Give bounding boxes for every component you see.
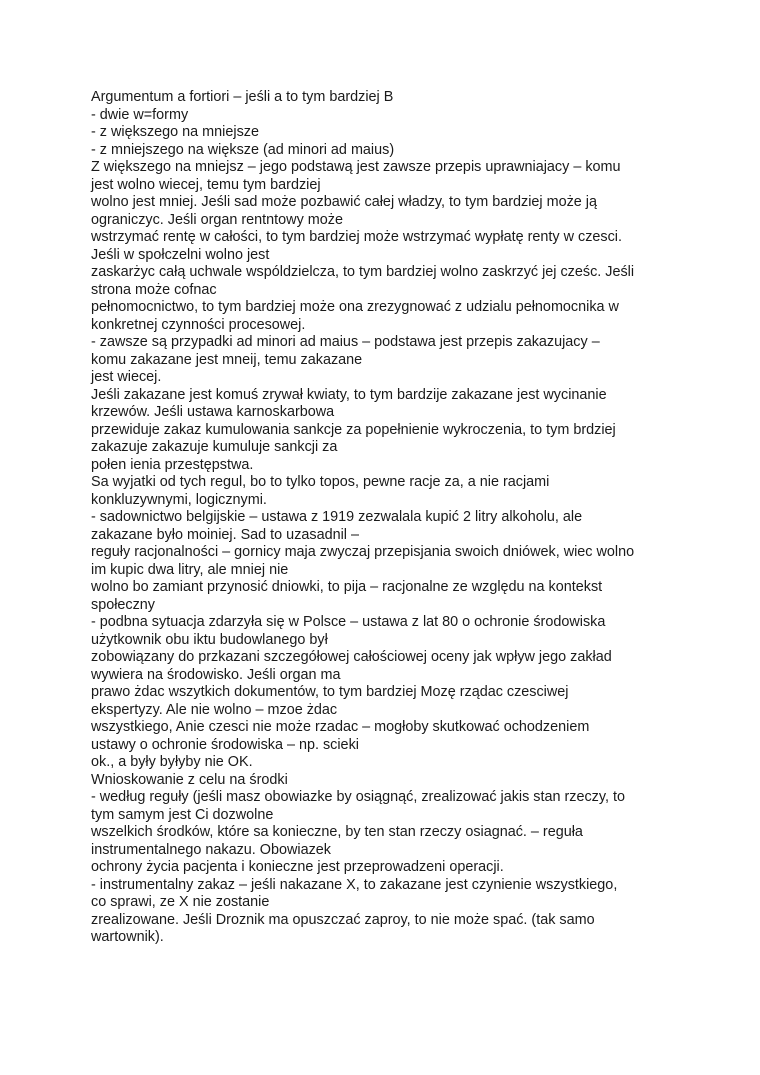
text-line: pełnomocnictwo, to tym bardziej może ona zrezygnować z udzialu pełnomocnika w [91,299,619,315]
text-line: konkluzywnymi, logicznymi. [91,491,267,508]
text-line: jest wolno wiecej, temu tym bardziej [91,176,321,193]
text-line: reguły racjonalności – gornicy maja zwyczaj przepisjania swoich dniówek, wiec wolno [91,544,635,560]
text-line: ochrony życia pacjenta i konieczne jest przeprowadzeni operacji. [91,859,504,875]
text-line: przewiduje zakaz kumulowania sankcje za popełnienie wykroczenia, to tym brdziej [91,421,616,438]
text-line: komu zakazane jest mneij, temu zakazane [91,351,363,368]
text-line: - zawsze są przypadki ad minori ad maius – podstawa jest przepis zakazujacy – [91,334,600,350]
text-line: wstrzymać rentę w całości, to tym bardziej może wstrzymać wypłatę renty w czesci. [91,229,622,245]
text-line: konkretnej czynności procesowej. [91,316,306,333]
text-line: ok., a były byłyby nie OK. [91,754,253,770]
text-line: - według reguły (jeśli masz obowiazke by osiągnąć, zrealizować jakis stan rzeczy, to [91,789,626,805]
text-line: zobowiązany do przkazani szczegółowej całościowej oceny jak wpływ jego zakład [91,649,612,665]
text-line: wszystkiego, Anie czesci nie może rzadac – mogłoby skutkować ochodzeniem [91,719,590,735]
text-line: co sprawi, ze X nie zostanie [91,894,270,910]
text-line: Sa wyjatki od tych regul, bo to tylko topos, pewne racje za, a nie racjami [91,474,550,490]
document-text [91,89,671,947]
text-line: ekspertyzy. Ale nie wolno – mzoe żdac [91,701,338,718]
text-line: ograniczyc. Jeśli organ rentntowy może [91,211,343,228]
text-line: krzewów. Jeśli ustawa karnoskarbowa [91,404,335,420]
text-line: wartownik). [91,929,164,945]
text-line: zrealizowane. Jeśli Droznik ma opuszczać zaproy, to nie może spać. (tak samo [91,911,595,928]
text-line: ustawy o ochronie środowiska – np. scieki [91,736,359,753]
text-line: Jeśli w społczelni wolno jest [91,246,270,263]
text-line: prawo żdac wszytkich dokumentów, to tym bardziej Mozę rządac czesciwej [91,684,569,700]
text-line: Wnioskowanie z celu na środki [91,771,288,788]
text-line: społeczny [91,596,155,613]
text-line: wszelkich środków, które sa konieczne, by ten stan rzeczy osiagnać. – reguła [91,824,583,840]
text-line: - instrumentalny zakaz – jeśli nakazane X, to zakazane jest czynienie wszystkiego, [91,876,618,893]
text-line: Jeśli zakazane jest komuś zrywał kwiaty, to tym bardzije zakazane jest wycinanie [91,386,607,403]
text-line: - z mniejszego na większe (ad minori ad maius) [91,141,395,158]
text-line: im kupic dwa litry, ale mniej nie [91,561,289,578]
text-line: połen ienia przestępstwa. [91,456,254,473]
text-line: - z większego na mniejsze [91,124,259,140]
text-line: - podbna sytuacja zdarzyła się w Polsce – ustawa z lat 80 o ochronie środowiska [91,614,606,630]
text-line: zakazuje zakazuje kumuluje sankcji za [91,439,338,455]
text-line: zakazane było moiniej. Sad to uzasadnil – [91,526,359,543]
text-line: wolno jest mniej. Jeśli sad może pozbawić całej władzy, to tym bardziej może ją [91,194,598,210]
text-line: Argumentum a fortiori – jeśli a to tym bardziej B [91,89,394,105]
text-line: wywiera na środowisko. Jeśli organ ma [91,666,341,683]
text-line: strona może cofnac [91,281,217,298]
text-line: instrumentalnego nakazu. Obowiazek [91,841,331,858]
text-line: tym samym jest Ci dozwolne [91,806,274,823]
text-line: jest wiecej. [91,369,162,385]
text-line: - dwie w=formy [91,106,189,123]
text-line: użytkownik obu iktu budowlanego był [91,631,328,648]
text-line: Z większego na mniejsz – jego podstawą jest zawsze przepis uprawniajacy – komu [91,159,621,175]
text-line: zaskarżyc całą uchwale wspóldzielcza, to tym bardziej wolno zaskrzyć jej cześc. Jeśli [91,264,635,280]
text-line: wolno bo zamiant przynosić dniowki, to pija – racjonalne ze względu na kontekst [91,579,603,595]
text-line: - sadownictwo belgijskie – ustawa z 1919 zezwalala kupić 2 litry alkoholu, ale [91,509,583,525]
